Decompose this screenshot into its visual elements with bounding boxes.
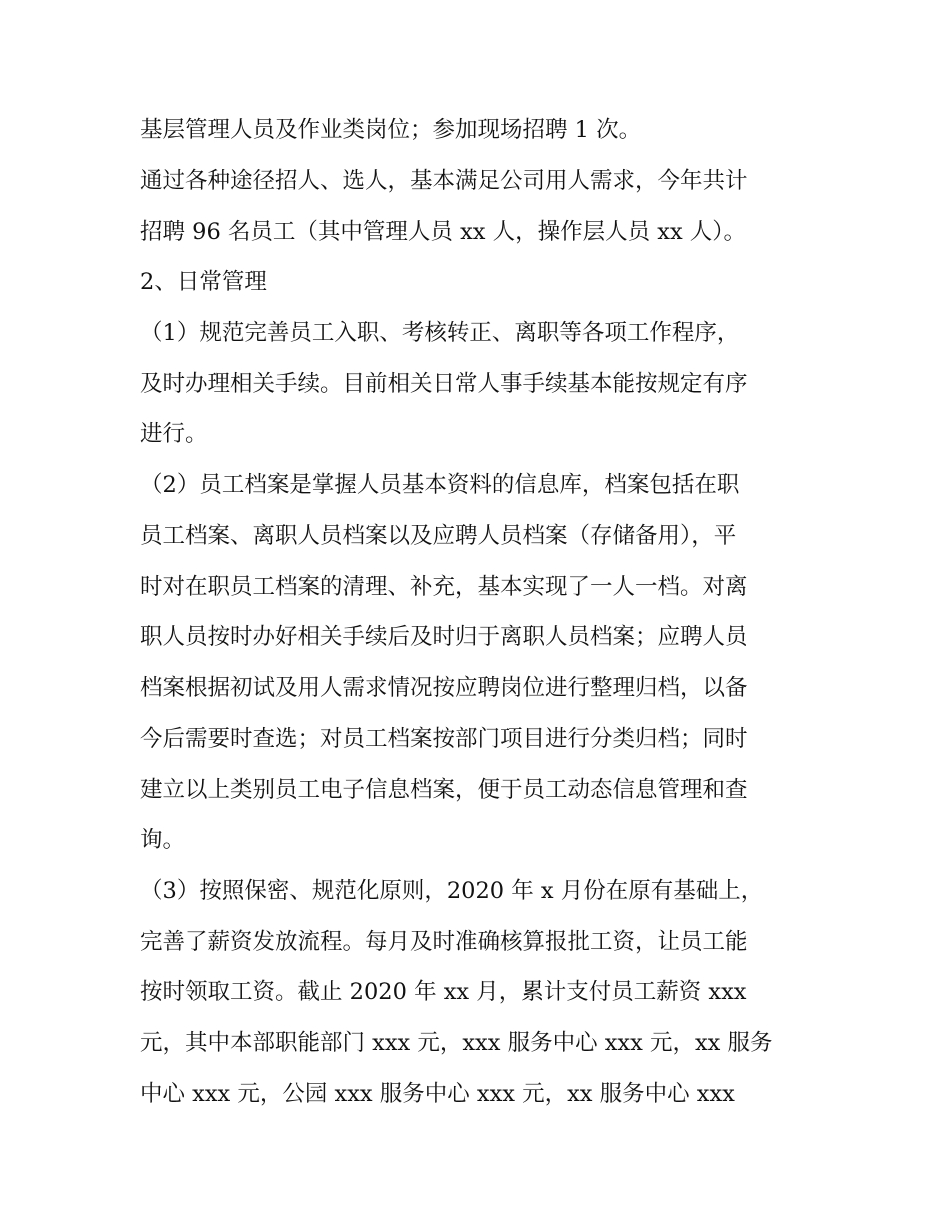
text-line: 招聘 96 名员工（其中管理人员 xx 人，操作层人员 xx 人）。 [140,219,747,245]
text-line: 今后需要时查选；对员工档案按部门项目进行分类归档；同时 [140,726,748,752]
text-line: 基层管理人员及作业类岗位；参加现场招聘 1 次。 [140,117,642,143]
text-line: （3）按照保密、规范化原则，2020 年 x 月份在原有基础上， [140,878,764,904]
text-line: 通过各种途径招人、选人，基本满足公司用人需求，今年共计 [140,168,748,194]
text-line: （1）规范完善员工入职、考核转正、离职等各项工作程序， [140,320,740,346]
text-line: 档案根据初试及用人需求情况按应聘岗位进行整理归档，以备 [140,675,748,701]
text-line: 元，其中本部职能部门 xxx 元，xxx 服务中心 xxx 元，xx 服务 [140,1030,773,1056]
text-line: 询。 [140,827,186,853]
text-line: 中心 xxx 元，公园 xxx 服务中心 xxx 元，xx 服务中心 xxx [140,1081,735,1107]
text-line: 建立以上类别员工电子信息档案，便于员工动态信息管理和查 [140,777,748,803]
text-line: 进行。 [140,421,208,447]
text-line: 职人员按时办好相关手续后及时归于离职人员档案；应聘人员 [140,624,748,650]
section-heading: 2、日常管理 [140,269,267,295]
text-line: 时对在职员工档案的清理、补充，基本实现了一人一档。对离 [140,574,748,600]
text-line: 按时领取工资。截止 2020 年 xx 月，累计支付员工薪资 xxx [140,979,747,1005]
text-line: 完善了薪资发放流程。每月及时准确核算报批工资，让员工能 [140,929,748,955]
text-line: 及时办理相关手续。目前相关日常人事手续基本能按规定有序 [140,371,748,397]
text-line: 员工档案、离职人员档案以及应聘人员档案（存储备用），平 [140,523,737,549]
text-line: （2）员工档案是掌握人员基本资料的信息库，档案包括在职 [140,472,740,498]
